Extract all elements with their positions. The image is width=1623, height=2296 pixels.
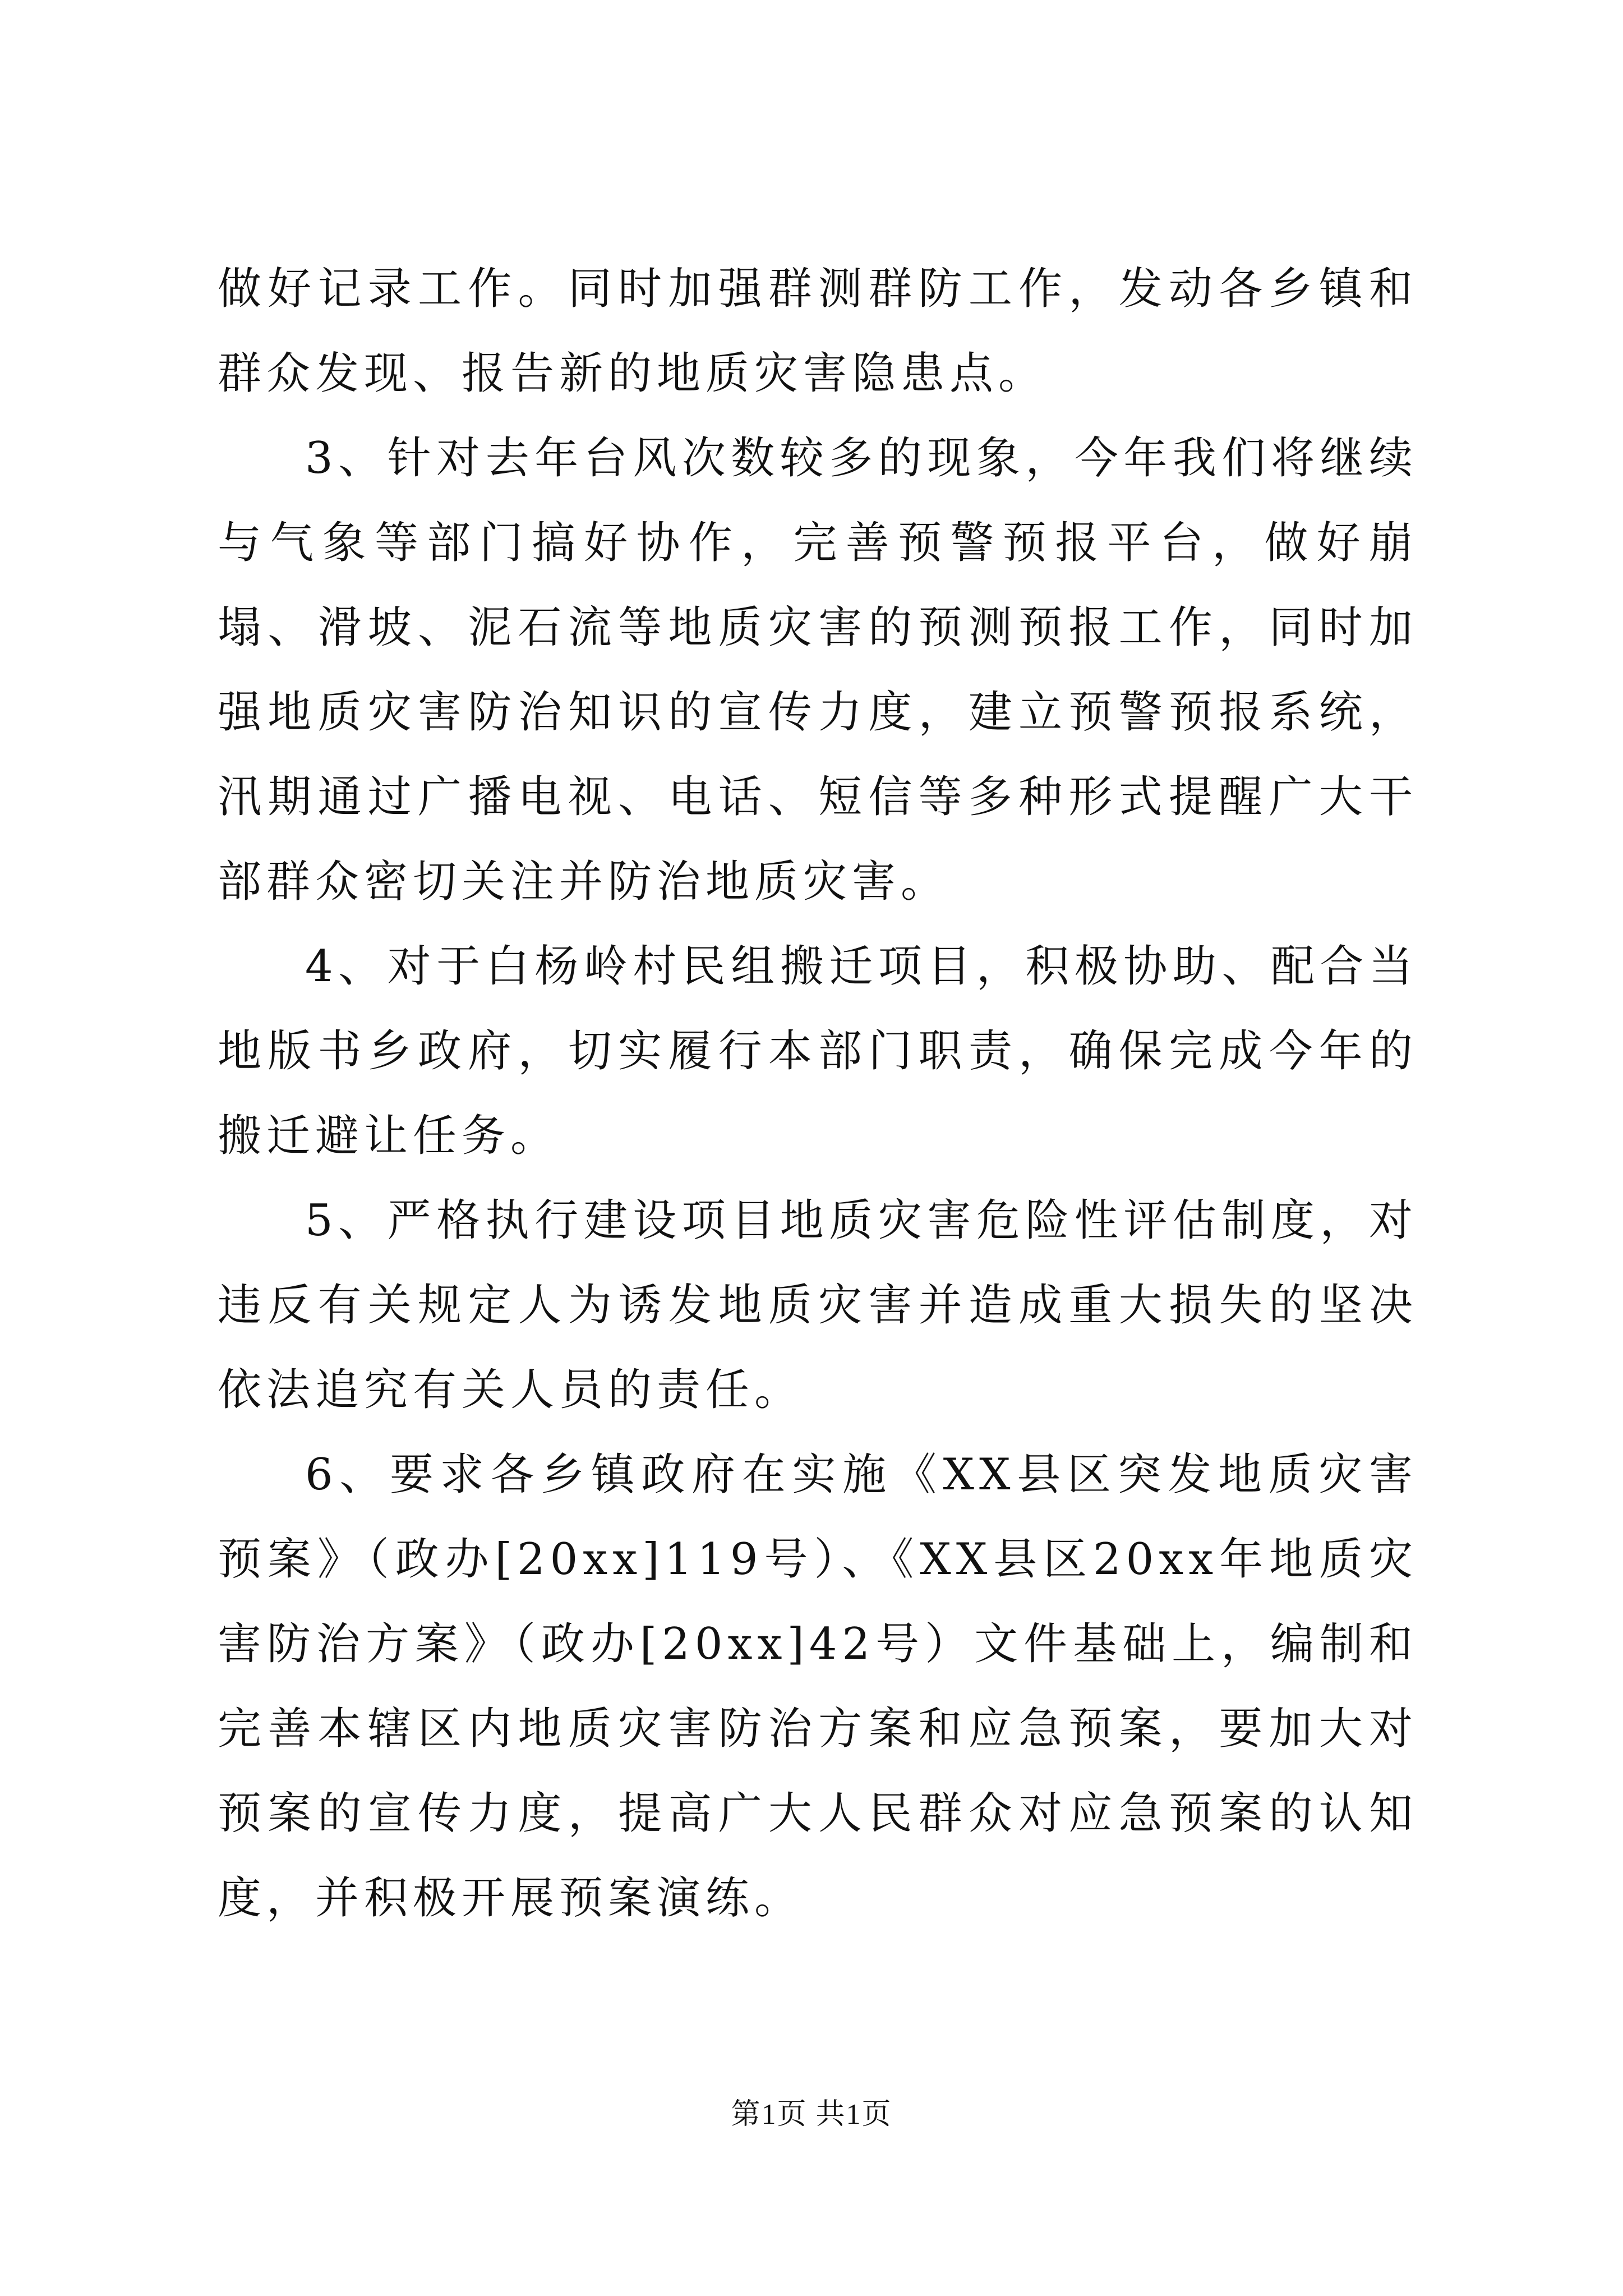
paragraph-item-6: 6、要求各乡镇政府在实施《XX县区突发地质灾害预案》（政办[20xx]119号）、《XX县区20xx年地质灾害防治方案》（政办[20xx]42号）文件基础上，编制和完善本辖区内地质灾害防治方案和应急预案，要加大对预案的宣传力度，提高广大人民群众对应急预案的认知度，并积极开展预案演练。 xyxy=(218,1450,1418,1924)
paragraph-item-4: 4、对于白杨岭村民组搬迁项目，积极协助、配合当地版书乡政府，切实履行本部门职责，确保完成今年的搬迁避让任务。 xyxy=(218,941,1418,1161)
page-footer: 第1页 共1页 xyxy=(731,2099,892,2131)
paragraph-item-5: 5、严格执行建设项目地质灾害危险性评估制度，对违反有关规定人为诱发地质灾害并造成重大损失的坚决依法追究有关人员的责任。 xyxy=(218,1195,1418,1415)
paragraph-item-3: 3、针对去年台风次数较多的现象，今年我们将继续与气象等部门搞好协作，完善预警预报平台，做好崩塌、滑坡、泥石流等地质灾害的预测预报工作，同时加强地质灾害防治知识的宣传力度，建立预警预报系统，汛期通过广播电视、电话、短信等多种形式提醒广大干部群众密切关注并防治地质灾害。 xyxy=(218,433,1418,907)
document-body xyxy=(218,247,1418,1941)
paragraph-continuation: 做好记录工作。同时加强群测群防工作，发动各乡镇和群众发现、报告新的地质灾害隐患点。 xyxy=(218,264,1418,399)
